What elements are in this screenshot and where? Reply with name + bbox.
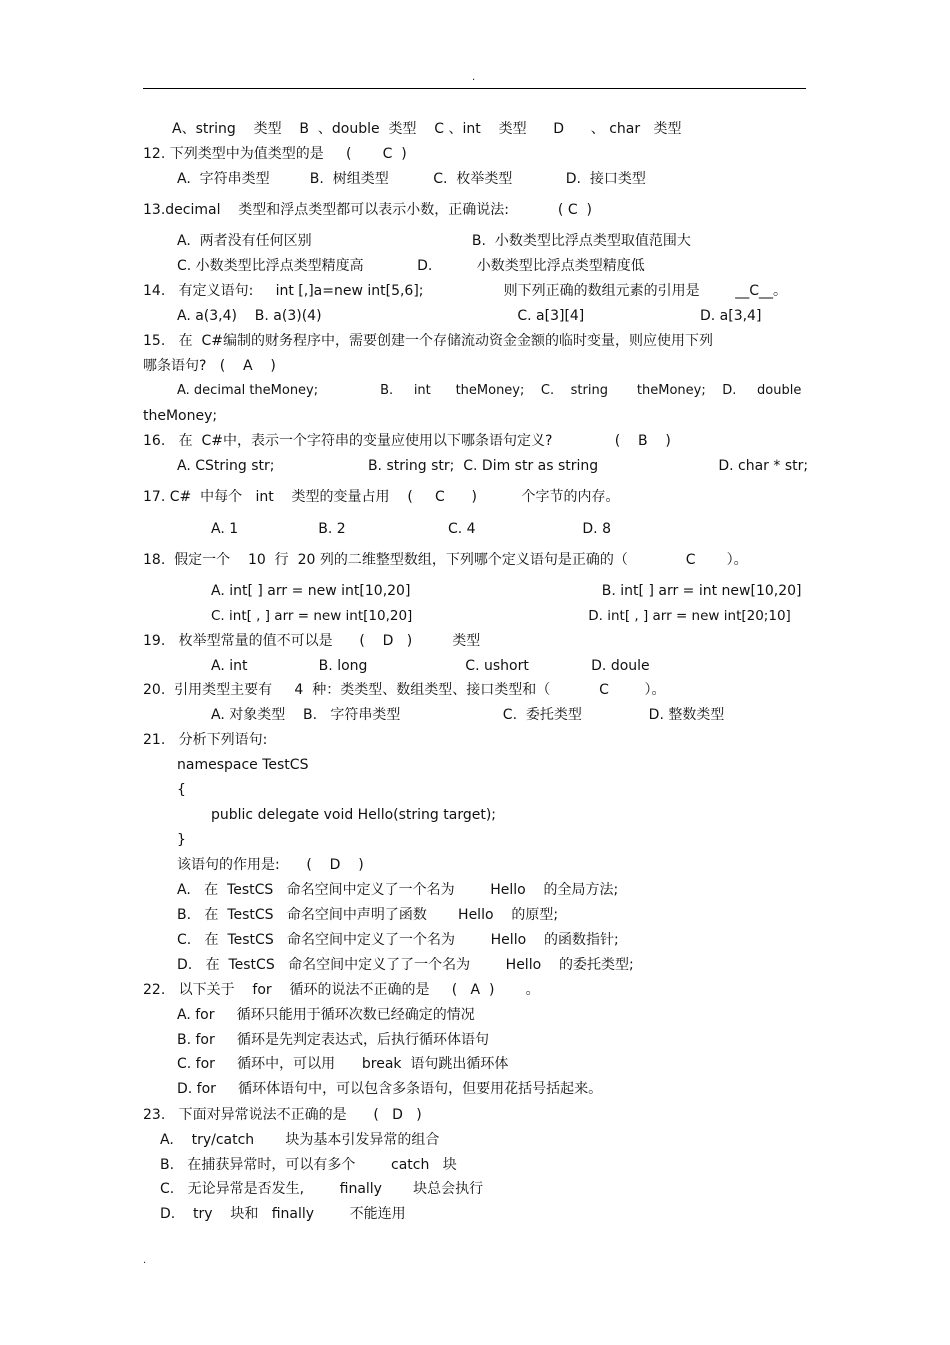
text-line: A. 1 B. 2 C. 4 D. 8 [211,521,611,537]
text-line: C. for 循环中，可以用 break 语句跳出循环体 [177,1056,509,1072]
text-line: A、string 类型 B 、double 类型 C 、int 类型 D 、 char 类型 [172,121,682,137]
question-14: 14. 有定义语句: int [,]a=new int[5,6]; 则下列正确的数组元素的引用是 __C__。 [143,283,787,299]
text-line: D. 在 TestCS 命名空间中定义了了一个名为 Hello 的委托类型; [177,957,634,973]
question-16: 16. 在 C#中，表示一个字符串的变量应使用以下哪条语句定义? ( B ) [143,433,671,449]
text-line: A. 字符串类型 B. 树组类型 C. 枚举类型 D. 接口类型 [177,171,646,187]
question-19: 19. 枚举型常量的值不可以是 ( D ) 类型 [143,633,481,649]
text-line: A. a(3,4) B. a(3)(4) C. a[3][4] D. a[3,4] [177,308,762,324]
question-13: 13.decimal 类型和浮点类型都可以表示小数，正确说法: ( C ) [143,202,592,218]
text-line: C. 无论异常是否发生, finally 块总会执行 [160,1181,484,1197]
text-line: 该语句的作用是: ( D ) [177,857,364,873]
header-rule [143,88,806,89]
question-21: 21. 分析下列语句: [143,732,268,748]
question-18: 18. 假定一个 10 行 20 列的二维整型数组，下列哪个定义语句是正确的（ C ）。 [143,552,748,568]
text-line: B. 在捕获异常时，可以有多个 catch 块 [160,1157,457,1173]
header-mark: . [472,72,476,83]
text-line: A. 在 TestCS 命名空间中定义了一个名为 Hello 的全局方法; [177,882,619,898]
text-line: theMoney; [143,408,218,424]
question-12: 12. 下列类型中为值类型的是 ( C ) [143,146,407,162]
code-line: } [177,832,186,848]
question-15: 15. 在 C#编制的财务程序中，需要创建一个存储流动资金金额的临时变量，则应使用下列 [143,333,714,349]
text-line: D. for 循环体语句中，可以包含多条语句，但要用花括号括起来。 [177,1081,603,1097]
text-line: A. decimal theMoney; B. int theMoney; C. string theMoney; D. double [177,383,802,398]
text-line: 哪条语句? ( A ) [143,358,276,374]
question-22: 22. 以下关于 for 循环的说法不正确的是 ( A ) 。 [143,982,540,998]
code-line: { [177,782,186,798]
text-line: C. int[ , ] arr = new int[10,20] D. int[ , ] arr = new int[20;10] [211,608,791,624]
code-line: namespace TestCS [177,757,309,773]
text-line: C. 小数类型比浮点类型精度高 D. 小数类型比浮点类型精度低 [177,258,645,274]
code-line: public delegate void Hello(string target); [211,807,497,823]
text-line: D. try 块和 finally 不能连用 [160,1206,406,1222]
question-23: 23. 下面对异常说法不正确的是 ( D ) [143,1107,422,1123]
question-17: 17. C# 中每个 int 类型的变量占用 ( C ) 个字节的内存。 [143,489,620,505]
text-line: A. int[ ] arr = new int[10,20] B. int[ ] arr = int new[10,20] [211,583,802,599]
text-line: C. 在 TestCS 命名空间中定义了一个名为 Hello 的函数指针; [177,932,619,948]
text-line: A. for 循环只能用于循环次数已经确定的情况 [177,1007,475,1023]
text-line: B. for 循环是先判定表达式，后执行循环体语句 [177,1032,490,1048]
text-line: A. int B. long C. ushort D. doule [211,658,650,674]
text-line: A. 两者没有任何区别 B. 小数类型比浮点类型取值范围大 [177,233,691,249]
text-line: A. CString str; B. string str; C. Dim str as string D. char * str; [177,458,809,474]
question-20: 20. 引用类型主要有 4 种：类类型、数组类型、接口类型和（ C ）。 [143,682,666,698]
text-line: B. 在 TestCS 命名空间中声明了函数 Hello 的原型; [177,907,559,923]
footer-mark: . [143,1255,147,1266]
text-line: A. try/catch 块为基本引发异常的组合 [160,1132,440,1148]
text-line: A. 对象类型 B. 字符串类型 C. 委托类型 D. 整数类型 [211,707,725,723]
